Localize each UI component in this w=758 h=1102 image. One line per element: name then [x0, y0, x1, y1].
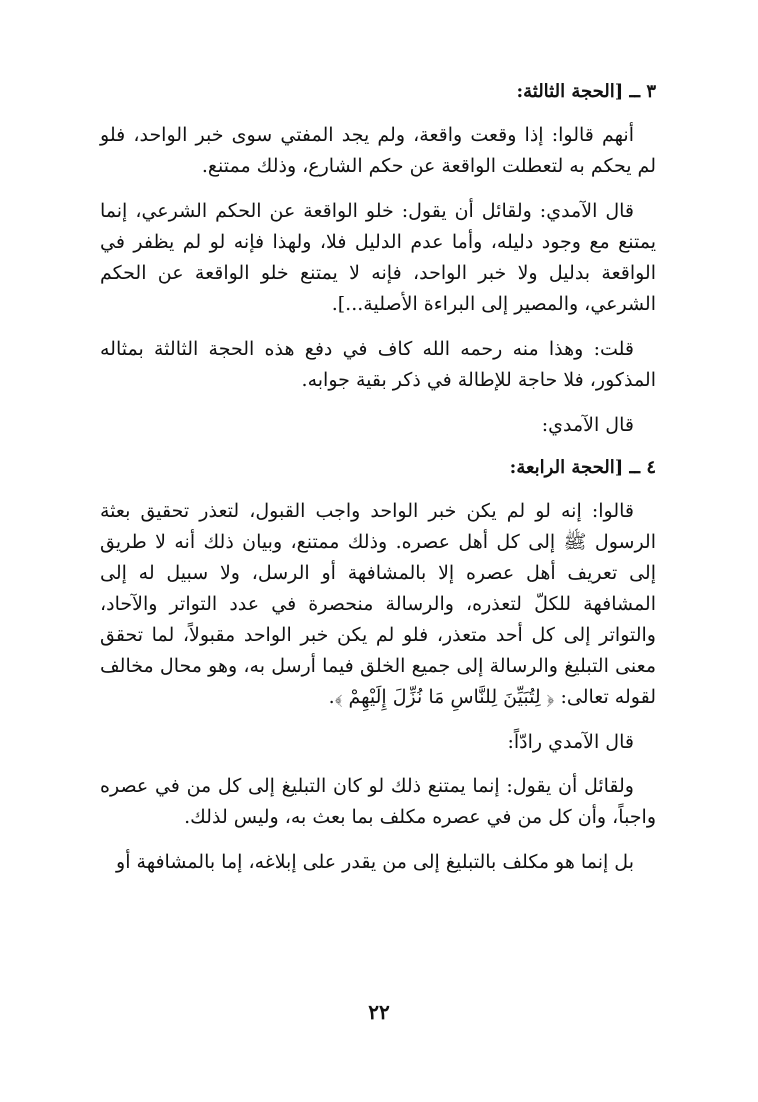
page-body — [100, 78, 656, 892]
page-number: ٢٢ — [368, 1000, 390, 1024]
paragraph-6: بل إنما هو مكلف بالتبليغ إلى من يقدر على إبلاغه، إما بالمشافهة أو — [116, 851, 634, 873]
paragraph-3: قلت: وهذا منه رحمه الله كاف في دفع هذه الحجة الثالثة بمثاله المذكور، فلا حاجة للإطالة في ذكر بقية جوابه. — [100, 338, 656, 391]
amidi-label: قال الآمدي: — [541, 414, 634, 436]
paragraph-4: قالوا: إنه لو لم يكن خبر الواحد واجب القبول، لتعذر تحقيق بعثة الرسول ﷺ إلى كل أهل عصره. وذلك ممتنع، وبيان ذلك أنه لا طريق إلى تعريف أهل عصره إلا بالمشافهة أو الرسل، ولا سبيل له إلى المشافهة للكلّ لتعذره، والرسالة منحصرة في عدد التواتر والآحاد، والتواتر إلى كل أحد متعذر، فلو لم يكن خبر الواحد مقبولاً، لما تحقق معنى التبليغ والرسالة إلى جميع الخلق فيما أرسل به، وهو محال مخالف لقوله تعالى: ﴿ لِتُبَيِّنَ لِلنَّاسِ مَا نُزِّلَ إِلَيْهِمْ ﴾. — [100, 500, 656, 708]
heading-fourth-argument: ٤ ــ [الحجة الرابعة: — [509, 457, 656, 478]
paragraph-1: أنهم قالوا: إذا وقعت واقعة، ولم يجد المفتي سوى خبر الواحد، فلو لم يحكم به لتعطلت الواقعة عن حكم الشارع، وذلك ممتنع. — [100, 124, 656, 177]
heading-third-argument: ٣ ــ [الحجة الثالثة: — [516, 81, 656, 102]
amidi-reply-label: قال الآمدي رادّاً: — [507, 731, 634, 753]
paragraph-2: قال الآمدي: ولقائل أن يقول: خلو الواقعة عن الحكم الشرعي، إنما يمتنع مع وجود دليله، وأما عدم الدليل فلا، ولهذا فإنه لو لم يظفر في الواقعة بدليل ولا خبر الواحد، فإنه لا يمتنع خلو الواقعة عن الحكم الشرعي، والمصير إلى البراءة الأصلية...]. — [100, 200, 656, 315]
paragraph-5: ولقائل أن يقول: إنما يمتنع ذلك لو كان التبليغ إلى كل من في عصره واجباً، وأن كل من في عصره مكلف بما بعث به، وليس لذلك. — [100, 775, 656, 828]
